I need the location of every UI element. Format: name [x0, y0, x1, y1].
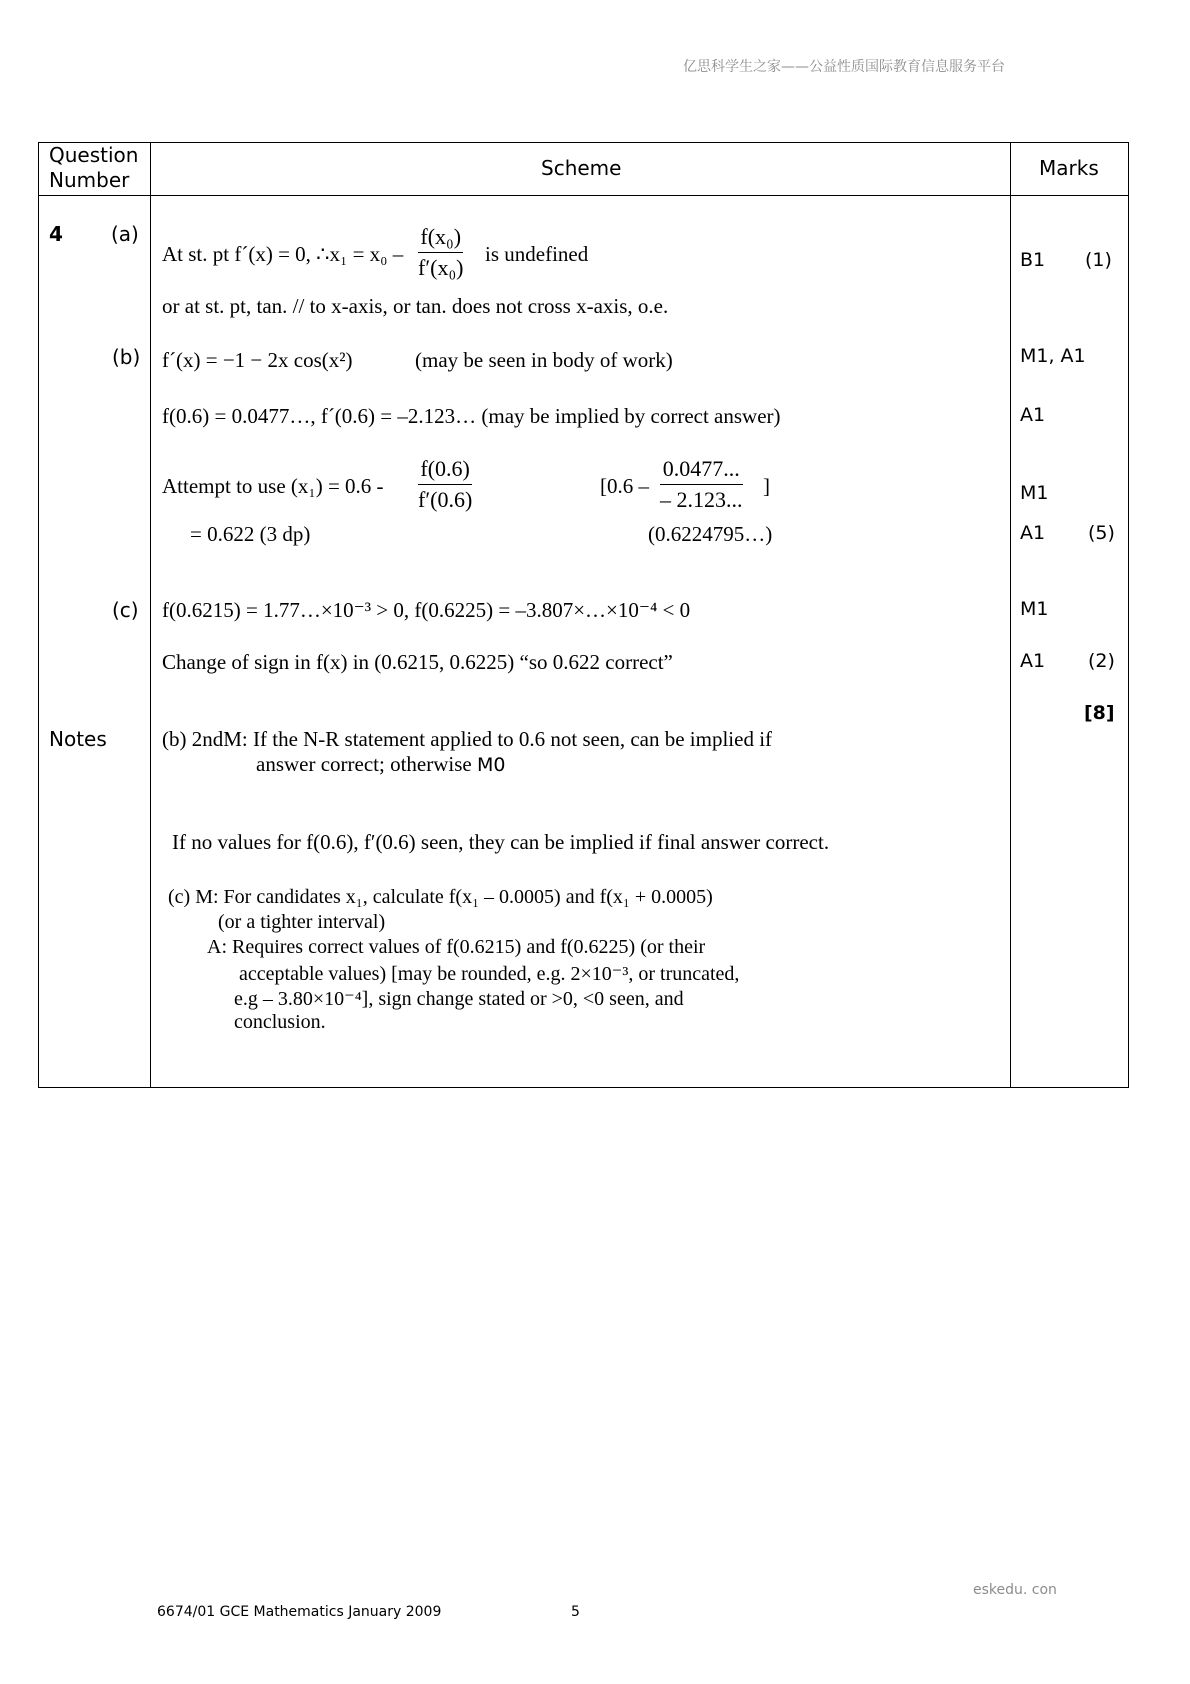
- part-b-bracket-prefix: [0.6 –: [600, 474, 649, 498]
- part-c-total: (2): [1088, 650, 1115, 672]
- part-a-line1-prefix: At st. pt f´(x) = 0, ∴x₁ = x₀ –: [162, 242, 404, 266]
- footer-code: 6674/01 GCE Mathematics January 2009: [157, 1604, 442, 1620]
- notes-b-line2: answer correct; otherwise M0: [256, 752, 506, 776]
- notes-c-line1: (c) M: For candidates x₁, calculate f(x₁ – 0.0005) and f(x₁ + 0.0005): [168, 886, 713, 908]
- part-b-attempt-fraction: [418, 455, 472, 514]
- part-c-line1: f(0.6215) = 1.77…×10⁻³ > 0, f(0.6225) = –3.807×…×10⁻⁴ < 0: [162, 598, 691, 622]
- part-c-mark1: M1: [1020, 598, 1049, 620]
- header-marks: Marks: [1039, 156, 1099, 180]
- notes-b-line1: (b) 2ndM: If the N-R statement applied to 0.6 not seen, can be implied if: [162, 727, 773, 751]
- header-divider: [38, 195, 1129, 196]
- notes-c-line2: (or a tighter interval): [218, 911, 386, 933]
- part-a-fraction: [418, 223, 463, 282]
- header-question-number: Question Number: [49, 143, 139, 192]
- part-a-frac-den: f′(x₀): [418, 255, 464, 280]
- part-a-mark: B1: [1020, 249, 1046, 271]
- part-b-result-full: (0.6224795…): [648, 522, 773, 546]
- notes-c-line3: A: Requires correct values of f(0.6215) and f(0.6225) (or their: [207, 936, 706, 958]
- notes-b-line2-mark: M0: [476, 754, 506, 776]
- part-c-mark2: A1: [1020, 650, 1046, 672]
- notes-c-line4: acceptable values) [may be rounded, e.g. 2×10⁻³, or truncated,: [239, 963, 740, 985]
- part-b-mark1: M1, A1: [1020, 345, 1086, 367]
- part-a-total: (1): [1085, 249, 1112, 271]
- part-a-line1-suffix: is undefined: [485, 242, 589, 266]
- part-b-bracket-den: – 2.123...: [660, 487, 743, 512]
- watermark-bottom: eskedu. con: [973, 1582, 1057, 1598]
- part-b-mark3: M1: [1020, 482, 1049, 504]
- part-b-bracket-fraction: [660, 455, 743, 514]
- part-a-label: (a): [111, 222, 139, 246]
- column-divider-1: [150, 142, 151, 1088]
- notes-label: Notes: [49, 727, 107, 751]
- part-b-total: (5): [1088, 522, 1115, 544]
- part-c-line2: Change of sign in f(x) in (0.6215, 0.6225) “so 0.622 correct”: [162, 650, 673, 674]
- part-b-label: (b): [112, 345, 141, 369]
- notes-c-line5: e.g – 3.80×10⁻⁴], sign change stated or >0, <0 seen, and: [234, 988, 684, 1010]
- part-b-bracket-suffix: ]: [763, 474, 770, 498]
- header-scheme: Scheme: [541, 156, 622, 180]
- notes-c-line6: conclusion.: [234, 1011, 326, 1033]
- part-a-frac-num: f(x₀): [420, 224, 462, 249]
- part-b-attempt-prefix: Attempt to use (x₁) = 0.6 -: [162, 474, 384, 498]
- part-b-attempt-num: f(0.6): [420, 456, 470, 481]
- part-b-line1-note: (may be seen in body of work): [415, 348, 673, 372]
- part-b-mark4: A1: [1020, 522, 1046, 544]
- column-divider-2: [1010, 142, 1011, 1088]
- grand-total: [8]: [1084, 702, 1115, 724]
- question-number: 4: [49, 222, 63, 246]
- part-b-line1: f´(x) = −1 − 2x cos(x²): [162, 348, 353, 372]
- part-b-line2: f(0.6) = 0.0477…, f´(0.6) = –2.123… (may be implied by correct answer): [162, 404, 781, 428]
- watermark-top: 亿思科学生之家——公益性质国际教育信息服务平台: [683, 59, 1005, 75]
- part-b-mark2: A1: [1020, 404, 1046, 426]
- part-b-result: = 0.622 (3 dp): [190, 522, 311, 546]
- notes-b-line3: If no values for f(0.6), f′(0.6) seen, they can be implied if final answer correct.: [172, 830, 830, 854]
- part-b-bracket-num: 0.0477...: [662, 456, 740, 481]
- part-b-attempt-den: f′(0.6): [418, 487, 473, 512]
- part-a-line2: or at st. pt, tan. // to x-axis, or tan. does not cross x-axis, o.e.: [162, 294, 669, 318]
- footer-page-number: 5: [571, 1604, 580, 1620]
- part-c-label: (c): [112, 598, 139, 622]
